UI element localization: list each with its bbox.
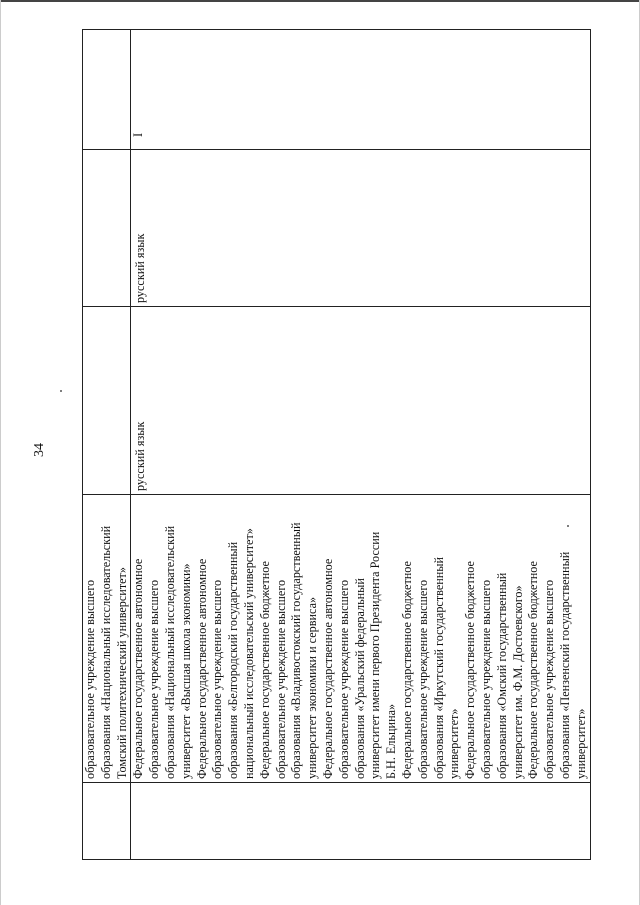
org-cell-main: [131, 495, 590, 783]
org-line: образования «Пензенский государственный: [557, 551, 572, 779]
page-number: 34: [32, 443, 47, 457]
org-line: Федеральное государственное автономное: [194, 558, 209, 779]
org-line: образования «Омский государственный: [494, 572, 509, 779]
org-line: университет»: [573, 708, 588, 779]
empty-cell: [83, 30, 131, 150]
empty-cell: [83, 307, 131, 495]
org-line: университет»: [447, 708, 462, 779]
language-cell: русский язык: [131, 150, 590, 307]
org-line: образовательное учреждение высшего: [273, 579, 288, 779]
org-line: образования «Иркутский государственный: [431, 556, 446, 779]
org-line: образования «Белгородский государственный: [226, 541, 241, 779]
org-line: Б.Н. Ельцина»: [384, 703, 399, 779]
org-line: Томский политехнический университет»: [114, 567, 129, 779]
org-line: Федеральное государственное бюджетное: [463, 561, 478, 779]
empty-cell: [131, 783, 590, 860]
org-line: Федеральное государственное бюджетное: [257, 561, 272, 779]
table-container: [82, 30, 588, 860]
org-line: образовательное учреждение высшего: [415, 579, 430, 779]
scan-top-border: [0, 0, 640, 2]
table-row: [131, 30, 590, 860]
scan-left-edge: [0, 0, 1, 905]
org-line: университет «Высшая школа экономики»: [178, 563, 193, 779]
org-line: университет имени первого Президента России: [368, 531, 383, 779]
org-line: Федеральное государственное бюджетное: [526, 561, 541, 779]
language-cell: русский язык: [131, 307, 590, 495]
empty-cell: [83, 783, 131, 860]
scan-speck: [60, 390, 62, 392]
org-line: Федеральное государственное автономное: [131, 558, 146, 779]
org-line: образовательное учреждение высшего: [336, 579, 351, 779]
org-line: Федеральное государственное бюджетное: [399, 561, 414, 779]
org-line: образовательное учреждение высшего: [83, 579, 97, 779]
rotated-table-area: [82, 30, 588, 860]
org-line: образования «Национальный исследовательский: [98, 525, 113, 779]
org-cell-top: [83, 495, 131, 783]
org-line: образовательное учреждение высшего: [542, 579, 557, 779]
org-line: университет им. Ф.М. Достоевского»: [510, 585, 525, 779]
org-line: образования «Уральский федеральный: [352, 578, 367, 779]
org-line: образования «Владивостокский государственный: [289, 522, 304, 779]
org-line: образовательное учреждение высшего: [147, 579, 162, 779]
universities-table: [82, 29, 591, 860]
org-line: образовательное учреждение высшего: [210, 579, 225, 779]
table-row: [83, 30, 131, 860]
org-line: Федеральное государственное автономное: [320, 558, 335, 779]
org-line: национальный исследовательский университет»: [241, 528, 256, 779]
org-line: университет экономики и сервиса»: [305, 596, 320, 779]
empty-cell: [83, 150, 131, 307]
mark-cell: I: [131, 30, 590, 150]
org-line: образования «Национальный исследовательский: [162, 525, 177, 779]
org-line: образовательное учреждение высшего: [478, 579, 493, 779]
